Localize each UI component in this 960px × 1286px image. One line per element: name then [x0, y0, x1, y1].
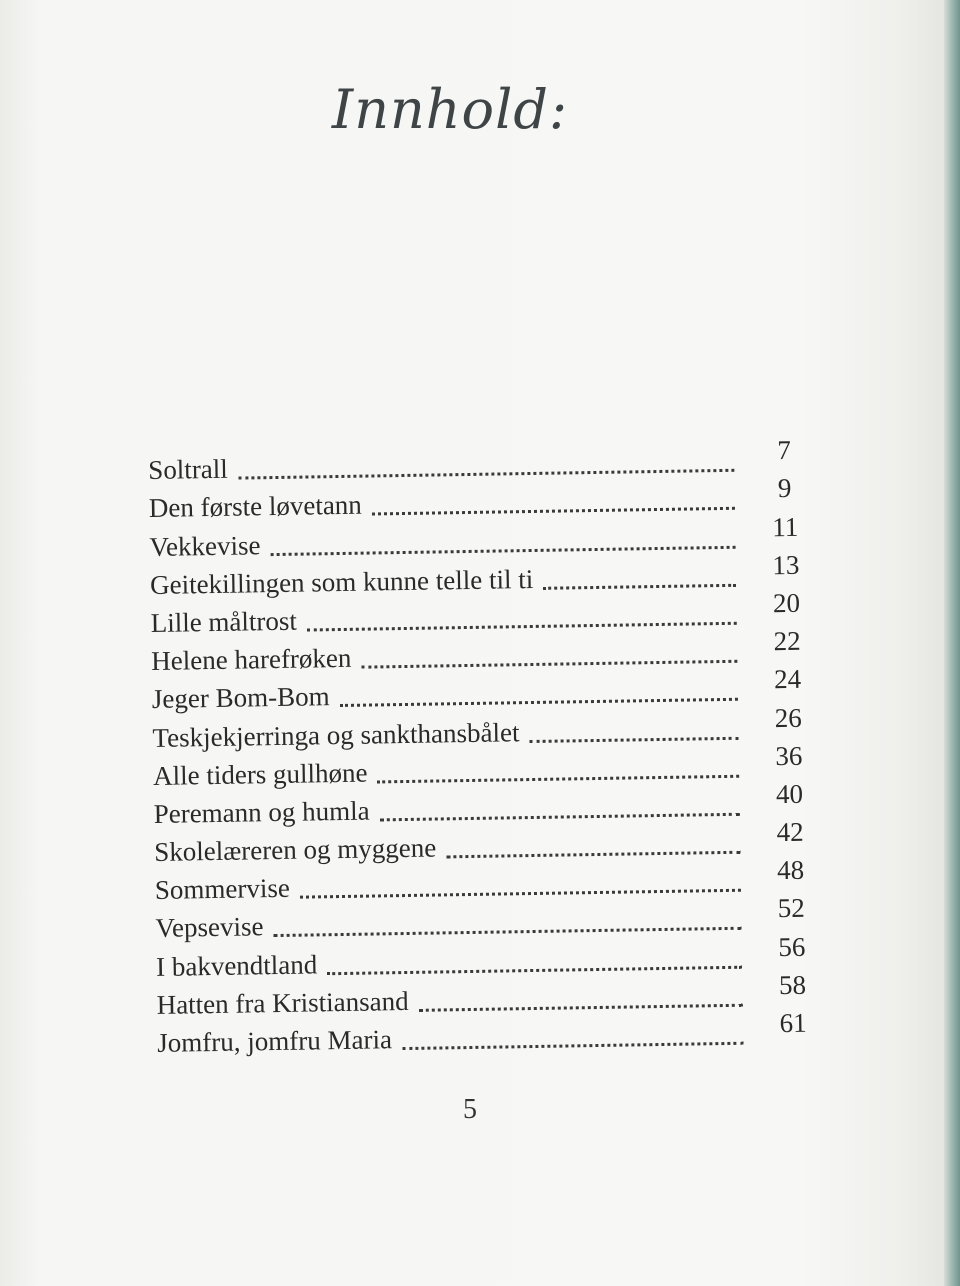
- toc-entry-page: 20: [772, 587, 801, 619]
- toc-entry-page: 61: [779, 1007, 807, 1039]
- toc-entry-title: Lille måltrost: [150, 605, 298, 638]
- toc-leader-dots: [300, 886, 741, 899]
- toc-entry-page: 58: [778, 969, 807, 1000]
- toc-entry-title: Helene harefrøken: [151, 642, 352, 677]
- table-of-contents: [148, 435, 828, 1062]
- toc-leader-dots: [307, 619, 737, 632]
- toc-entry-title: Geitekillingen som kunne telle til ti: [149, 563, 534, 600]
- toc-leader-dots: [274, 924, 742, 937]
- toc-entry-title: Vepsevise: [155, 911, 264, 944]
- toc-leader-dots: [327, 962, 742, 975]
- toc-leader-dots: [340, 695, 738, 707]
- toc-leader-dots: [361, 657, 737, 669]
- toc-leader-dots: [238, 466, 734, 480]
- toc-entry-title: Teskjekjerringa og sankthansbålet: [152, 716, 520, 753]
- toc-entry-title: I bakvendtland: [155, 949, 318, 982]
- toc-entry-title: Den første løvetann: [148, 490, 363, 524]
- toc-entry-page: 56: [778, 931, 806, 962]
- toc-entry-title: Peremann og humla: [153, 795, 370, 829]
- toc-entry-page: 48: [776, 854, 805, 886]
- toc-leader-dots: [530, 733, 739, 742]
- toc-leader-dots: [271, 542, 736, 555]
- toc-entry-title: Jeger Bom-Bom: [151, 681, 330, 715]
- toc-entry-title: Skolelæreren og myggene: [154, 832, 437, 868]
- toc-entry-title: Jomfru, jomfru Maria: [157, 1024, 393, 1058]
- toc-entry-page: 52: [777, 893, 805, 924]
- toc-entry-title: Sommervise: [154, 873, 291, 906]
- toc-leader-dots: [377, 771, 739, 783]
- toc-entry-title: Vekkevise: [149, 529, 261, 562]
- toc-leader-dots: [446, 848, 740, 859]
- toc-entry-title: Alle tiders gullhøne: [152, 757, 368, 791]
- toc-entry-page: 9: [777, 473, 792, 504]
- contents-heading: Innhold:: [331, 78, 569, 141]
- toc-leader-dots: [380, 810, 740, 822]
- toc-entry-page: 40: [775, 778, 804, 810]
- toc-entry-title: Hatten fra Kristiansand: [156, 985, 409, 1020]
- toc-entry-page: 42: [776, 816, 804, 848]
- toc-entry-page: 24: [773, 664, 802, 695]
- toc-entry-page: 26: [774, 702, 802, 733]
- toc-entry-title: Soltrall: [148, 453, 229, 486]
- toc-leader-dots: [402, 1039, 743, 1050]
- toc-entry-page: 22: [773, 625, 801, 657]
- page-number: 5: [463, 1094, 477, 1125]
- toc-entry-page: 13: [772, 549, 800, 580]
- page-edge: [944, 0, 960, 1286]
- toc-leader-dots: [372, 504, 735, 516]
- toc-entry-page: 36: [775, 740, 803, 771]
- toc-entry-page: 11: [772, 511, 799, 542]
- toc-leader-dots: [543, 581, 736, 590]
- toc-entry-page: 7: [777, 435, 792, 466]
- toc-leader-dots: [419, 1001, 743, 1012]
